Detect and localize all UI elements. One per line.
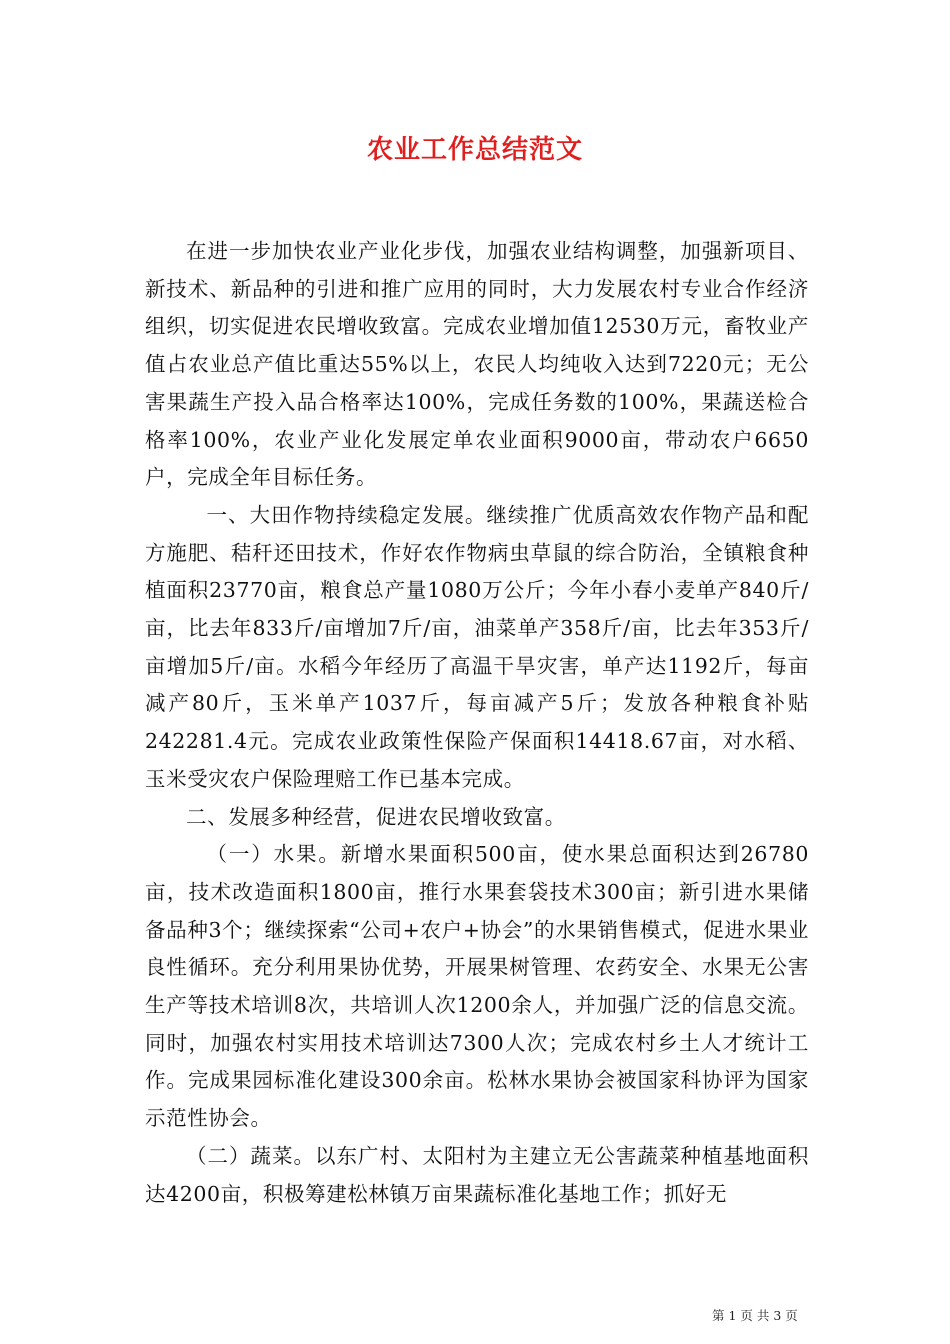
page-number-footer: 第 1 页 共 3 页 <box>712 1308 798 1323</box>
document-title: 农业工作总结范文 <box>366 135 583 165</box>
paragraph-vegetables: （二）蔬菜。以东广村、太阳村为主建立无公害蔬菜种植基地面积达4200亩，积极筹建松林镇万亩果蔬标准化基地工作；抓好无 <box>145 1143 809 1206</box>
paragraph-section-2-heading: 二、发展多种经营，促进农民增收致富。 <box>186 804 566 829</box>
paragraph-section-1: 一、大田作物持续稳定发展。继续推广优质高效农作物产品和配方施肥、秸秆还田技术，作好农作物病虫草鼠的综合防治，全镇粮食种植面积23770亩，粮食总产量1080万公斤；今年小春小麦单产840斤/亩，比去年833斤/亩增加7斤/亩，油菜单产358斤/亩，比去年353斤/亩增加5斤/亩。水稻今年经历了高温干旱灾害，单产达1192斤，每亩减产80斤，玉米单产1037斤，每亩减产5斤；发放各种粮食补贴242281.4元。完成农业政策性保险产保面积14418.67亩，对水稻、玉米受灾农户保险理赔工作已基本完成。 <box>145 502 809 791</box>
document-body <box>145 233 809 1213</box>
paragraph-intro: 在进一步加快农业产业化步伐，加强农业结构调整，加强新项目、新技术、新品种的引进和推广应用的同时，大力发展农村专业合作经济组织，切实促进农民增收致富。完成农业增加值12530万元，畜牧业产值占农业总产值比重达55%以上，农民人均纯收入达到7220元；无公害果蔬生产投入品合格率达100%，完成任务数的100%，果蔬送检合格率100%，农业产业化发展定单农业面积9000亩，带动农户6650户，完成全年目标任务。 <box>145 239 809 490</box>
paragraph-fruit: （一）水果。新增水果面积500亩，使水果总面积达到26780亩，技术改造面积1800亩，推行水果套袋技术300亩；新引进水果储备品种3个；继续探索“公司+农户+协会”的水果销售模式，促进水果业良性循环。充分利用果协优势，开展果树管理、农药安全、水果无公害生产等技术培训8次，共培训人次1200余人，并加强广泛的信息交流。同时，加强农村实用技术培训达7300人次；完成农村乡土人才统计工作。完成果园标准化建设300余亩。松林水果协会被国家科协评为国家示范性协会。 <box>145 842 809 1131</box>
